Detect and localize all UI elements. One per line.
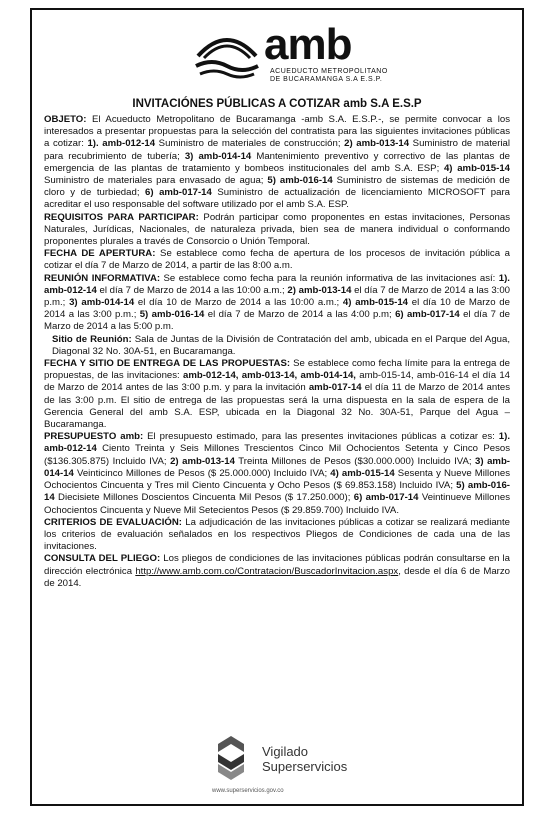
notice-frame — [30, 8, 524, 806]
apertura-label: FECHA DE APERTURA: — [44, 248, 156, 260]
sitio-text: Sala de Juntas de la División de Contratación del amb, ubicada en el Parque del Agua, Diagonal 32 No. 30A-51, en Bucaramanga. — [52, 333, 510, 357]
logo-subtitle — [270, 68, 388, 84]
requisitos-paragraph — [44, 212, 510, 249]
consulta-url-link[interactable]: http://www.amb.com.co/Contratacion/BuscadorInvitacion.aspx — [135, 565, 399, 577]
superservicios-logo-icon — [212, 730, 250, 786]
inv6-code: 6) amb-017-14 — [145, 187, 212, 199]
criterios-label: CRITERIOS DE EVALUACIÓN: — [44, 516, 182, 528]
p5-text: Diecisiete Millones Doscientos Cincuenta Mil Pesos ($ 17.250.000); — [54, 492, 354, 504]
consulta-label: CONSULTA DEL PLIEGO: — [44, 553, 161, 565]
vigilado-text — [262, 744, 347, 774]
inv3-code: 3) amb-014-14 — [184, 150, 252, 162]
logo-subtitle-line-2: DE BUCARAMANGA S.A E.S.P. — [270, 76, 383, 83]
r2-code: 2) amb-013-14 — [287, 284, 352, 296]
p3-text: Veinticinco Millones de Pesos ($ 25.000.000) Incluido IVA; — [73, 467, 331, 479]
objeto-label: OBJETO: — [44, 114, 87, 125]
entrega-codes: amb-012-14, amb-013-14, amb-014-14, — [183, 370, 356, 382]
p4-text: Sesenta y Nueve Millones Ochocientos Cincuenta y Tres mil Ciento Cincuenta y Ocho Pesos ($ 69.853.158) Incluido IVA; — [44, 467, 510, 492]
p6-text: Veintinueve Millones Ochocientos Cincuenta y Nueve Mil Setecientos Pesos ($ 29.859.700) Incluido IVA. — [44, 492, 510, 516]
p5-code: 5) amb-016-14 — [44, 480, 510, 504]
inv3-text: Mantenimiento preventivo y correctivo de las plantas de emergencia de las plantas de tratamiento y bombeos institucionales del amb S.A. ESP; — [44, 150, 510, 174]
r3-code: 3) amb-014-14 — [69, 297, 135, 309]
inv6-text: Suministro de actualización de licenciamiento MICROSOFT para acreditar el uso responsable del software utilizado por el amb S.A. ESP. — [44, 187, 510, 211]
presupuesto-label: PRESUPUESTO amb: — [44, 431, 144, 443]
inv5-text: Suministro de sistemas de medición de cloro y de turbiedad; — [44, 175, 510, 199]
consulta-paragraph — [44, 553, 510, 590]
inv4-text: Suministro de materiales para envasado de agua; — [44, 175, 268, 187]
r4-code: 4) amb-015-14 — [342, 297, 408, 309]
p2-text: Treinta Millones de Pesos ($30.000.000) Incluido IVA; — [234, 455, 476, 467]
r4-text: el día 10 de Marzo de 2014 a las 3:00 p.m.; — [44, 297, 510, 321]
p3-code: 3) amb-014-14 — [44, 455, 511, 479]
footer — [202, 730, 402, 800]
entrega-code-last: amb-017-14 — [308, 382, 362, 394]
r5-text: el día 7 de Marzo de 2014 a las 4:00 p.m; — [204, 309, 396, 321]
r6-code: 6) amb-017-14 — [395, 309, 460, 321]
vigilado-line-2: Superservicios — [262, 759, 348, 774]
presupuesto-paragraph — [44, 431, 510, 516]
p2-code: 2) amb-013-14 — [170, 455, 235, 467]
entrega-label: FECHA Y SITIO DE ENTREGA DE LAS PROPUESTAS: — [44, 358, 291, 370]
page-title: INVITACIÓNES PÚBLICAS A COTIZAR amb S.A E.S.P — [132, 98, 422, 110]
p4-code: 4) amb-015-14 — [330, 467, 395, 479]
r3-text: el día 10 de Marzo de 2014 a las 10:00 a.m.; — [134, 297, 343, 309]
inv2-text: Suministro de material para recubrimiento de tubería; — [44, 138, 510, 162]
criterios-text: La adjudicación de las invitaciones públicas a cotizar se realizará mediante los criterios de evaluación señalados en los respectivos Pliegos de Condiciones de cada una de las invitaciones. — [44, 516, 510, 553]
logo-subtitle-line-1: ACUEDUCTO METROPOLITANO — [270, 68, 388, 75]
p1-code: 1). amb-012-14 — [44, 431, 510, 455]
r1-text: el día 7 de Marzo de 2014 a las 10:00 a.m.; — [96, 284, 288, 296]
consulta-text-2: , desde el día 6 de Marzo de 2014. — [44, 565, 511, 589]
requisitos-label: REQUISITOS PARA PARTICIPAR: — [44, 211, 199, 223]
inv1-code: 1). amb-012-14 — [87, 138, 156, 150]
p6-code: 6) amb-017-14 — [353, 492, 419, 504]
objeto-text: El Acueducto Metropolitano de Bucaramanga -amb S.A. E.S.P.-, se permite convocar a los interesados a presentar propuestas para la selección del contratista para las siguientes invitaciones públicas a cotizar: — [44, 114, 510, 150]
p1-text: Ciento Treinta y Seis Millones Trescientos Cinco Mil Ochocientos Setenta y Cinco Pesos ($136.305.875) Incluido IVA; — [44, 443, 510, 467]
r5-code: 5) amb-016-14 — [139, 309, 205, 321]
header — [32, 16, 522, 96]
apertura-text: Se establece como fecha de apertura de los procesos de invitación pública a cotizar el día 7 de Marzo de 2014, a partir de las 8:00 a.m. — [44, 248, 511, 272]
r1-code: 1). amb-012-14 — [44, 272, 510, 296]
r2-text: el día 7 de Marzo de 2014 a las 3:00 p.m.; — [44, 284, 510, 309]
entrega-text-2: amb-015-14, amb-016-14 el día 14 de Marzo de 2014 antes de las 3:00 p.m. y para la invitación — [44, 370, 510, 394]
entrega-text-3: el día 11 de Marzo de 2014 antes de las 3:00 p.m. El sitio de entrega de las propuestas será la urna dispuesta en la sala de espera de la Gerencia General del amb S.A. ESP, ubicada en la Diagonal 32 No. 30A-51, Parque del Agua – Bucaramanga. — [44, 382, 510, 431]
entrega-paragraph — [44, 358, 510, 431]
criterios-paragraph — [44, 517, 510, 554]
inv4-code: 4) amb-015-14 — [443, 162, 510, 174]
logo-text: amb — [264, 20, 352, 69]
objeto-paragraph — [44, 114, 510, 212]
inv1-text: Suministro de materiales de construcción; — [155, 138, 345, 150]
presupuesto-text: El presupuesto estimado, para las presentes invitaciones públicas a cotizar es: — [143, 431, 499, 443]
reunion-paragraph — [44, 273, 510, 334]
requisitos-text: Podrán participar como proponentes en estas invitaciones, Personas Naturales, Jurídicas, Nacionales, de naturaleza privada, bien sea de manera individual o conformando proponentes plurales a través de Consorcio o Unión Temporal. — [44, 211, 511, 248]
inv5-code: 5) amb-016-14 — [267, 175, 333, 187]
inv2-code: 2) amb-013-14 — [344, 138, 410, 150]
notice-body — [44, 114, 510, 590]
apertura-paragraph — [44, 248, 510, 272]
amb-logo-icon — [192, 22, 262, 82]
r6-text: el día 7 de Marzo de 2014 a las 5:00 p.m. — [44, 309, 510, 333]
reunion-text: Se establece como fecha para la reunión informativa de las invitaciones así: — [160, 272, 499, 284]
superservicios-url: www.superservicios.gov.co — [212, 788, 284, 794]
entrega-text-1: Se establece como fecha límite para la entrega de propuestas, de las invitaciones: — [44, 358, 510, 382]
reunion-label: REUNIÓN INFORMATIVA: — [44, 272, 161, 284]
consulta-text-1: Los pliegos de condiciones de las invitaciones públicas podrán consultarse en la dirección electrónica — [44, 553, 510, 577]
sitio-label: Sitio de Reunión: — [52, 333, 132, 345]
sitio-paragraph — [44, 334, 510, 358]
vigilado-line-1: Vigilado — [262, 744, 309, 759]
